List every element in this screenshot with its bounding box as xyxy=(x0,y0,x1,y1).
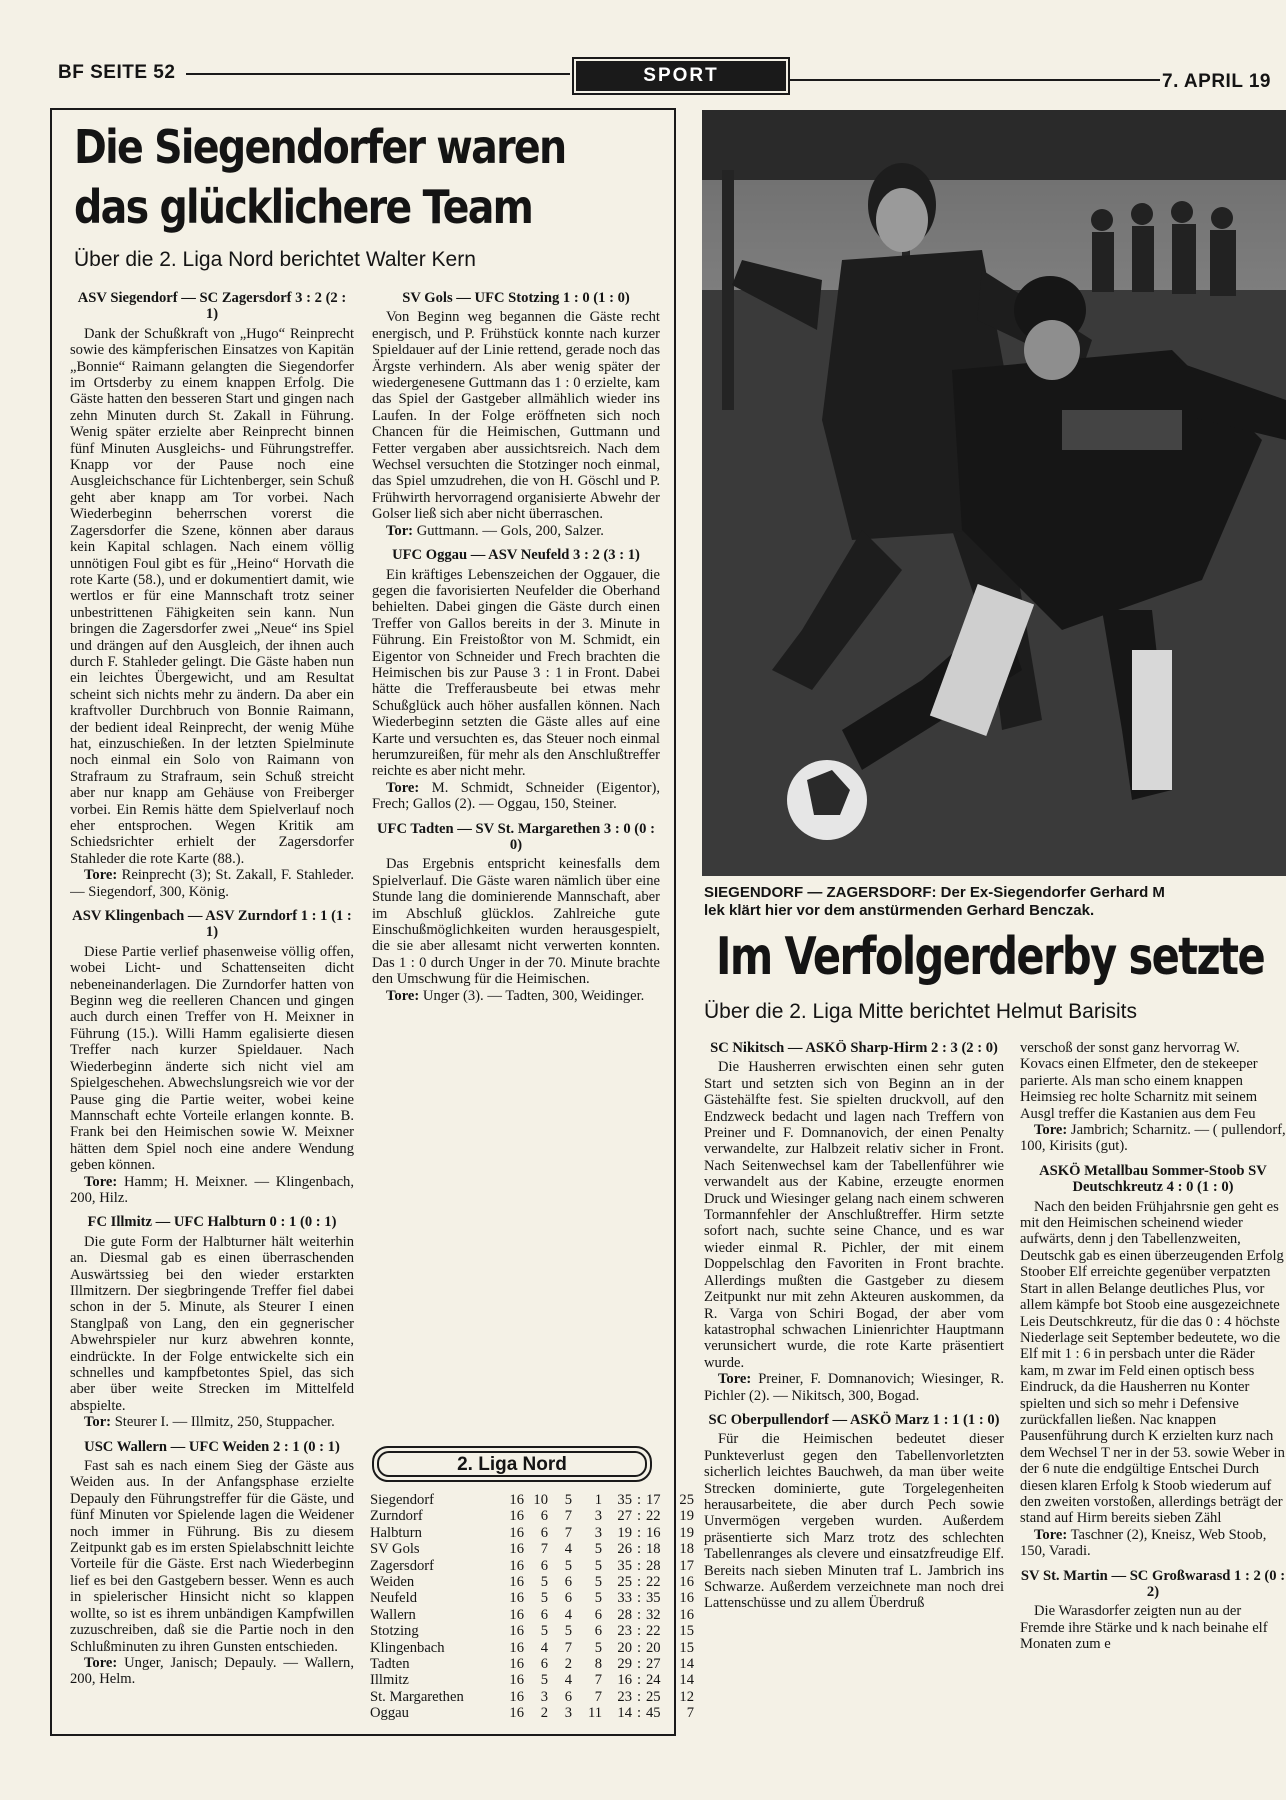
table-cell: 6 xyxy=(594,1623,602,1640)
table-row xyxy=(370,1492,694,1508)
table-cell: 16 xyxy=(509,1492,524,1508)
table-cell: 6 xyxy=(540,1557,548,1574)
photo-caption: SIEGENDORF — ZAGERSDORF: Der Ex-Siegendorfer Gerhard M lek klärt hier vor dem anstürmenden Gerhard Benczak. xyxy=(704,884,1165,919)
goal-separator: : xyxy=(636,1672,642,1689)
goal-separator: : xyxy=(636,1508,642,1525)
table-cell: 19 xyxy=(617,1524,632,1541)
game-heading: SV Gols — UFC Stotzing 1 : 0 (1 : 0) xyxy=(402,290,630,306)
table-cell: 2 xyxy=(540,1705,548,1722)
game-heading: UFC Tadten — SV St. Margarethen 3 : 0 (0 : 0) xyxy=(377,820,655,853)
game-scorers: Tore: Hamm; H. Meixner. — Klingenbach, 200, Hilz. xyxy=(70,1173,354,1206)
table-cell: 19 xyxy=(679,1524,694,1541)
table-cell: 16 xyxy=(509,1541,524,1558)
table-cell: 6 xyxy=(594,1606,602,1623)
goal-separator: : xyxy=(636,1688,642,1705)
game-report: Das Ergebnis entspricht keinesfalls dem Spielverlauf. Die Gäste waren nämlich über eine Stunde lang die dominierende Mannschaft, aber im Abschluß glücklos. Zahlreiche gute Einschußmöglichkeiten wurden herausgespielt, die sie aber allesamt nicht verwerten konnten. Das 1 : 0 durch Unger in der 70. Minute brachte den Umschwung für die Heimischen. xyxy=(372,856,660,988)
table-cell: 16 xyxy=(509,1623,524,1640)
table-cell: 3 xyxy=(564,1705,572,1722)
table-cell: 6 xyxy=(564,1574,572,1591)
table-row xyxy=(370,1656,694,1672)
table-cell: 25 xyxy=(646,1688,661,1705)
team-name: SV Gols xyxy=(370,1541,420,1558)
match-photo xyxy=(702,110,1286,876)
table-cell: 14 xyxy=(617,1705,632,1722)
table-row xyxy=(370,1689,694,1705)
table-cell: 20 xyxy=(646,1639,661,1656)
table-cell: 15 xyxy=(679,1623,694,1640)
table-cell: 25 xyxy=(679,1492,694,1508)
league-table-title: 2. Liga Nord xyxy=(377,1451,647,1477)
table-cell: 16 xyxy=(679,1574,694,1591)
team-name: Stotzing xyxy=(370,1623,419,1640)
team-name: Wallern xyxy=(370,1606,416,1623)
team-name: Tadten xyxy=(370,1656,410,1673)
table-cell: 16 xyxy=(617,1672,632,1689)
game-heading: SC Nikitsch — ASKÖ Sharp-Hirm 2 : 3 (2 : 0) xyxy=(710,1040,998,1056)
game-report: Die gute Form der Halbturner hält weiterhin an. Diesmal gab es einen überraschenden Auswärtssieg bei den wieder erstarkten Illmitzern. Der siegbringende Treffer fiel dabei schon in der 5. Minute, als Steurer I einen Stanglpaß von Lang, den ein gegnerischer Abwehrspieler nur kurz abwehren konnte, eindrückte. In der Folge entwickelte sich ein schnelles und kampfbetontes Spiel, das sich aber über weite Strecken im Mittelfeld abspielte. xyxy=(70,1233,354,1414)
team-name: Weiden xyxy=(370,1574,415,1591)
table-cell: 6 xyxy=(564,1590,572,1607)
game-scorers: Tore: M. Schmidt, Schneider (Eigentor), Frech; Gallos (2). — Oggau, 150, Steiner. xyxy=(372,779,660,813)
section-label: SPORT xyxy=(572,57,790,95)
game-scorers: Tore: Unger (3). — Tadten, 300, Weidinger. xyxy=(386,987,645,1004)
table-cell: 1 xyxy=(594,1492,602,1508)
game-report: Dank der Schußkraft von „Hugo“ Reinprecht sowie des kämpferischen Einsatzes von Kapitän „Bonnie“ Raimann gelangten die Siegendorfer im Ortsderby zu einem knappen Erfolg. Die Gäste hatten den besseren Start und gingen nach zehn Minuten durch St. Zakall in Führung. Wenig später erzielte aber Reinprecht binnen fünf Minuten Ausgleichs- und Führungstreffer. Knapp vor der Pause noch eine Ausgleichschance für Lichtenberger, sein Schuß geht aber knapp am Tor vorbei. Nach Wiederbeginn beherrschen vorerst die Zagersdorfer die Szene, können aber daraus kein Kapital schlagen. Nach einem völlig unnötigen Foul gibt es für „Heino“ Horvath die rote Karte (58.), und er dokumentiert damit, wie wertlos er für eine Mannschaft trotz seiner unbestrittenen Fähigkeiten sein kann. Nun bringen die Zagersdorfer zwei „Neue“ ins Spiel und drängen auf den Ausgleich, der ihnen auch durch F. Stahleder gelingt. Die Gäste haben nun ein leichtes Übergewicht, und am Resultat scheint sich nichts mehr zu ändern. Da aber ein kraftvoller Durchbruch von Bonnie Raimann, der bedient ideal Reinprecht, der wenig Mühe hat, einzuschießen. In der letzten Spielminute noch einmal ein Solo von Raimann von Strafraum zu Strafraum, sein Schuß streicht aber nur knapp am Gehäuse von Freiberger vorbei. Ein Remis hätte dem Spielverlauf noch eher entsprochen. Wegen Kritik am Schiedsrichter erhielt der Zagersdorfer Stahleder die rote Karte (88.). xyxy=(70,325,354,867)
game-report: Diese Partie verlief phasenweise völlig offen, wobei Licht- und Schattenseiten dicht nebeneinanderlagen. Die Zurndorfer hatten von Beginn weg die reelleren Chancen und gingen auch durch einen Treffer von H. Meixner in Führung (15.). Willi Hamm egalisierte diesen Treffer nach kurzer Spieldauer. Nach Wiederbeginn änderte sich nicht viel am Spielgeschehen. Abwechslungsreich wie vor der Pause ging die Partie weiter, wobei keine Mannschaft echte Vorteile erlangen konnte. B. Frank bei den Heimischen sowie W. Meixner hätten dem Spiel noch eine andere Wendung geben können. xyxy=(70,943,354,1174)
table-cell: 22 xyxy=(646,1508,661,1525)
football-players-photo xyxy=(702,110,1286,876)
table-cell: 5 xyxy=(540,1672,548,1689)
table-cell: 7 xyxy=(564,1508,572,1525)
game-scorers: Tore: Taschner (2), Kneisz, Web Stoob, 150, Varadi. xyxy=(1020,1526,1267,1560)
table-cell: 3 xyxy=(594,1524,602,1541)
table-row xyxy=(370,1672,694,1688)
table-cell: 5 xyxy=(564,1623,572,1640)
table-cell: 23 xyxy=(617,1688,632,1705)
page-number: BF SEITE 52 xyxy=(58,62,176,83)
game-scorers: Tore: Jambrich; Scharnitz. — ( pullendorf, 100, Kirisits (gut). xyxy=(1020,1122,1286,1155)
table-cell: 16 xyxy=(509,1557,524,1574)
header-rule-left xyxy=(186,73,570,75)
issue-date: 7. APRIL 19 xyxy=(1162,71,1271,92)
table-cell: 23 xyxy=(617,1623,632,1640)
game-heading: USC Wallern — UFC Weiden 2 : 1 (0 : 1) xyxy=(84,1438,340,1455)
team-name: Illmitz xyxy=(370,1672,409,1689)
game-heading: SC Oberpullendorf — ASKÖ Marz 1 : 1 (1 : 0) xyxy=(708,1411,1000,1428)
table-cell: 5 xyxy=(540,1590,548,1607)
table-cell: 20 xyxy=(617,1639,632,1656)
game-report: Die Hausherren erwischten einen sehr guten Start und setzten sich von Beginn an in der Gästehälfte fest. Sie spielten druckvoll, auf den Endzweck bedacht und lagen nach Treffern von Preiner und F. Domnanovich, der einen Penalty verwandelte, zur Halbzeit relativ sicher in Front. Nach Seitenwechsel kam der Tabellenführer wie verwandelt aus der Kabine, erzeugte enormen Druck und Wiesinger gelang nach einem schweren Tormannfehler der Anschlußtreffer. Hirm setzte sofort nach, suchte seine Chance, und es war wieder einmal R. Pichler, der mit einem Doppelschlag den Favoriten in Front brachte. Allerdings mußten die Gastgeber zu diesem Zeitpunkt nur mit zehn Akteuren auskommen, da R. Varga von Schiri Bogad, der aber vom katastrophal schwachen Linienrichter Hauptmann verunsichert wurde, die rote Karte präsentiert wurde. xyxy=(704,1059,1004,1371)
table-cell: 15 xyxy=(679,1639,694,1656)
article-2-headline: Im Verfolgerderby setzte xyxy=(716,927,1265,987)
table-row xyxy=(370,1525,694,1541)
team-name: Oggau xyxy=(370,1705,409,1722)
table-cell: 7 xyxy=(564,1524,572,1541)
table-row xyxy=(370,1508,694,1524)
table-cell: 5 xyxy=(540,1623,548,1640)
article-column-1 xyxy=(70,290,354,1730)
table-row xyxy=(370,1590,694,1606)
team-name: Neufeld xyxy=(370,1590,418,1607)
table-cell: 6 xyxy=(564,1688,572,1705)
table-cell: 35 xyxy=(646,1590,661,1607)
table-cell: 7 xyxy=(540,1541,548,1558)
goal-separator: : xyxy=(636,1590,642,1607)
table-cell: 5 xyxy=(564,1557,572,1574)
table-cell: 5 xyxy=(540,1574,548,1591)
table-cell: 6 xyxy=(540,1656,548,1673)
game-scorers: Tore: Preiner, F. Domnanovich; Wiesinger, R. Pichler (2). — Nikitsch, 300, Bogad. xyxy=(704,1371,1004,1404)
game-heading: ASV Klingenbach — ASV Zurndorf 1 : 1 (1 : 1) xyxy=(72,908,352,941)
table-cell: 14 xyxy=(679,1672,694,1689)
goal-separator: : xyxy=(636,1656,642,1673)
game-report: Ein kräftiges Lebenszeichen der Oggauer, die gegen die favorisierten Neufelder die Oberhand behielten. Dabei gingen die Gäste durch einen Treffer von Gallos bereits in der 3. Minute in Führung. Ein Freistoßtor von M. Schmidt, ein Eigentor von Schneider und Frech brachten die Heimischen bis zur Pause 3 : 1 in Front. Dabei hätte die Trefferausbeute bei etwas mehr Schußglück auch höher ausfallen können. Nach Wiederbeginn setzten die Gäste alles auf eine Karte und versuchten es, das Steuer noch einmal herumzureißen, für mehr als den Anschlußtreffer reichte es aber nicht mehr. xyxy=(372,566,660,780)
table-cell: 5 xyxy=(594,1557,602,1574)
table-cell: 16 xyxy=(509,1672,524,1689)
table-cell: 4 xyxy=(564,1672,572,1689)
league-table xyxy=(370,1492,694,1722)
table-cell: 16 xyxy=(509,1606,524,1623)
game-scorers: Tore: Unger, Janisch; Depauly. — Wallern, 200, Helm. xyxy=(70,1654,354,1688)
table-cell: 35 xyxy=(617,1492,632,1508)
game-report: Für die Heimischen bedeutet dieser Punkteverlust gegen den Tabellenvorletzten sicherlich leichtes Bauchweh, da man über weite Strecken dominierte, gute Torgelegenheiten herausarbeitete, die aber durch Pech sowie Unvermögen vergeben wurden. Außerdem präsentierte sich Marz trotz des schlechten Tabellenranges als clevere und einsatzfreudige Elf. Bereits nach sieben Minuten traf L. Jambrich ins Schwarze. Außerdem verzeichnete man noch drei Lattenschüsse und zu allem Überdruß xyxy=(704,1431,1004,1612)
table-row xyxy=(370,1640,694,1656)
table-cell: 3 xyxy=(540,1688,548,1705)
article-2-column-1 xyxy=(704,1040,1004,1750)
game-scorers: Tor: Steurer I. — Illmitz, 250, Stuppacher. xyxy=(84,1414,335,1431)
table-cell: 32 xyxy=(646,1606,661,1623)
table-cell: 19 xyxy=(679,1508,694,1525)
table-cell: 7 xyxy=(594,1688,602,1705)
table-cell: 16 xyxy=(679,1590,694,1607)
table-cell: 33 xyxy=(617,1590,632,1607)
game-report: verschoß der sonst ganz hervorrag W. Kovacs einen Elfmeter, den de stekeeper parierte. Als man scho einem knappen Heimsieg rec holte Scharnitz mit seinem Ausgl treffer die Kastanien aus dem Feu xyxy=(1020,1040,1258,1122)
table-cell: 6 xyxy=(540,1524,548,1541)
table-cell: 7 xyxy=(564,1639,572,1656)
goal-separator: : xyxy=(636,1524,642,1541)
goal-separator: : xyxy=(636,1639,642,1656)
table-cell: 7 xyxy=(594,1672,602,1689)
table-cell: 4 xyxy=(540,1639,548,1656)
table-cell: 16 xyxy=(679,1606,694,1623)
team-name: Zagersdorf xyxy=(370,1557,435,1574)
goal-separator: : xyxy=(636,1623,642,1640)
table-cell: 29 xyxy=(617,1656,632,1673)
table-cell: 5 xyxy=(594,1541,602,1558)
table-cell: 4 xyxy=(564,1541,572,1558)
table-cell: 26 xyxy=(617,1541,632,1558)
table-row xyxy=(370,1607,694,1623)
table-cell: 16 xyxy=(509,1524,524,1541)
table-cell: 16 xyxy=(509,1705,524,1722)
game-heading: UFC Oggau — ASV Neufeld 3 : 2 (3 : 1) xyxy=(392,547,640,564)
table-cell: 16 xyxy=(646,1524,661,1541)
table-cell: 22 xyxy=(646,1574,661,1591)
table-row xyxy=(370,1574,694,1590)
table-cell: 5 xyxy=(564,1492,572,1508)
goal-separator: : xyxy=(636,1705,642,1722)
table-cell: 2 xyxy=(564,1656,572,1673)
table-cell: 10 xyxy=(533,1492,548,1508)
game-report: Die Warasdorfer zeigten nun au der Fremde ihre Stärke und k nach beinahe elf Monaten zum e xyxy=(1020,1603,1268,1653)
table-cell: 28 xyxy=(617,1606,632,1623)
table-cell: 16 xyxy=(509,1508,524,1525)
goal-separator: : xyxy=(636,1606,642,1623)
table-cell: 18 xyxy=(679,1541,694,1558)
table-cell: 18 xyxy=(646,1541,661,1558)
table-cell: 3 xyxy=(594,1508,602,1525)
game-heading: ASV Siegendorf — SC Zagersdorf 3 : 2 (2 : 1) xyxy=(77,290,347,323)
table-row xyxy=(370,1541,694,1557)
goal-separator: : xyxy=(636,1492,642,1508)
team-name: Siegendorf xyxy=(370,1492,435,1508)
table-cell: 28 xyxy=(646,1557,661,1574)
table-cell: 24 xyxy=(646,1672,661,1689)
table-cell: 25 xyxy=(617,1574,632,1591)
table-cell: 6 xyxy=(540,1508,548,1525)
table-cell: 45 xyxy=(646,1705,661,1722)
table-row xyxy=(370,1623,694,1639)
game-scorers: Tor: Guttmann. — Gols, 200, Salzer. xyxy=(386,522,604,539)
game-report: Fast sah es nach einem Sieg der Gäste aus Weiden aus. In der Anfangsphase erzielte Depauly den Führungstreffer für die Gäste, und fünf Minuten vor Spielende lagen die Weidener noch immer in Führung. Bis zu diesem Zeitpunkt gab es im ersten Spielabschnitt leichte Vorteile für die Gäste. Erst nach Wiederbeginn lief es bei den Gastgebern besser. Wenn es auch in spielerischer Hinsicht nicht so klappen wollte, so ist es ihrem unbändigen Kampfwillen zuzuschreiben, daß sie die Partie noch in den Schlußminuten zu ihren Gunsten entschieden. xyxy=(70,1458,354,1655)
article-2-column-2 xyxy=(1020,1040,1286,1750)
team-name: Klingenbach xyxy=(370,1639,445,1656)
game-heading: SV St. Martin — SC Großwarasd 1 : 2 (0 : 2) xyxy=(1020,1567,1286,1600)
table-cell: 16 xyxy=(509,1656,524,1673)
table-cell: 4 xyxy=(564,1606,572,1623)
table-cell: 17 xyxy=(679,1557,694,1574)
table-cell: 8 xyxy=(594,1656,602,1673)
table-row xyxy=(370,1705,694,1721)
team-name: Zurndorf xyxy=(370,1508,423,1525)
table-cell: 5 xyxy=(594,1590,602,1607)
game-report: Von Beginn weg begannen die Gäste recht energisch, und P. Frühstück konnte nach kurzer Spieldauer auf der Linie rettend, gerade noch das Ärgste verhindern. Als aber wenig später der wiedergenesene Guttmann das 1 : 0 erzielte, kam das Spiel der Gastgeber allmählich wieder ins Laufen. In der Folge eröffneten sich noch Chancen für die Heimischen, Guttmann und Fetter vergaben aber aussichtsreich. Nach dem Wechsel versuchten die Stotzinger noch einmal, das Spiel umzudrehen, die von H. Göschl und P. Frühwirth hervorragend organisierte Abwehr der Golser ließ sich aber nicht überraschen. xyxy=(372,309,660,523)
table-cell: 7 xyxy=(686,1705,694,1722)
game-scorers: Tore: Reinprecht (3); St. Zakall, F. Stahleder. — Siegendorf, 300, König. xyxy=(70,867,354,900)
article-byline: Über die 2. Liga Nord berichtet Walter Kern xyxy=(74,248,476,271)
game-heading: FC Illmitz — UFC Halbturn 0 : 1 (0 : 1) xyxy=(87,1214,337,1231)
table-cell: 5 xyxy=(594,1639,602,1656)
table-cell: 22 xyxy=(646,1623,661,1640)
team-name: Halbturn xyxy=(370,1524,422,1541)
table-cell: 12 xyxy=(679,1688,694,1705)
table-cell: 16 xyxy=(509,1639,524,1656)
game-report: Nach den beiden Frühjahrsnie gen geht es mit den Heimischen scheinend wieder aufwärts, denn j den Tabellenzweiten, Deutschk gab es einen überzeugenden Erfolg Stoober Elf erreichte gegenüber verpatzten Start in allen Belange deutliches Plus, vor allem kämpfe bot Stoob eine ausgezeichnete Leis Deutschkreutz, für die das 0 : 4 höchste Niederlage seit September bedeutete, wo die Elf mit 1 : 6 in persbach unter die Räder kam, m zwar im Feld einen optisch bess Eindruck, da die Hausherren nu Konter spielten und sich so mehr i Defensive zurückfallen ließen. Nac knappen Pausenführung durch K erzielten kurz nach dem Wechsel T ner in der 53. sowie Weber in der 6 nute die endgültige Entschei Durch diesen klaren Erfolg k Stoob wiederum auf den zweiten vorstoßen, allerdings beträgt der stand auf Hirm bereits sieben Zähl xyxy=(1020,1198,1285,1527)
table-cell: 6 xyxy=(540,1606,548,1623)
table-cell: 5 xyxy=(594,1574,602,1591)
table-cell: 27 xyxy=(646,1656,661,1673)
table-cell: 11 xyxy=(587,1705,602,1722)
table-row xyxy=(370,1558,694,1574)
headline-line-1: Die Siegendorfer waren xyxy=(74,120,566,174)
table-cell: 16 xyxy=(509,1590,524,1607)
game-heading: ASKÖ Metallbau Sommer-Stoob SV Deutschkreutz 4 : 0 (1 : 0) xyxy=(1039,1162,1267,1196)
table-cell: 27 xyxy=(617,1508,632,1525)
goal-separator: : xyxy=(636,1574,642,1591)
header-rule-right xyxy=(790,79,1160,81)
table-cell: 16 xyxy=(509,1574,524,1591)
table-cell: 16 xyxy=(509,1688,524,1705)
article-column-2 xyxy=(372,290,660,1440)
table-cell: 17 xyxy=(646,1492,661,1508)
table-cell: 35 xyxy=(617,1557,632,1574)
article-2-byline: Über die 2. Liga Mitte berichtet Helmut Barisits xyxy=(704,1000,1138,1023)
table-cell: 14 xyxy=(679,1656,694,1673)
league-table-title-box xyxy=(372,1446,652,1482)
goal-separator: : xyxy=(636,1557,642,1574)
headline-line-2: das glücklichere Team xyxy=(74,180,533,234)
goal-separator: : xyxy=(636,1541,642,1558)
team-name: St. Margarethen xyxy=(370,1688,464,1705)
